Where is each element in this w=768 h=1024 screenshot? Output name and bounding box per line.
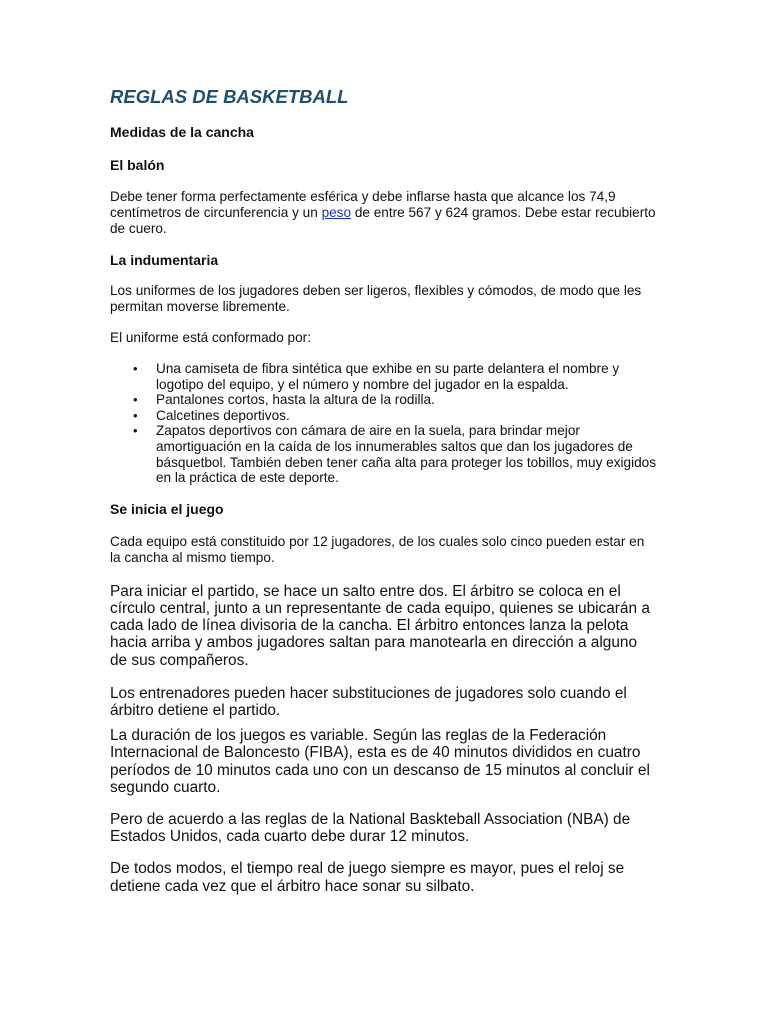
document-title: REGLAS DE BASKETBALL bbox=[110, 86, 349, 107]
paragraph-game-4: La duración de los juegos es variable. Según las reglas de la Federación Internacional de Baloncesto (FIBA), esta es de 40 minutos divididos en cuatro períodos de 10 minutos cada uno con un descanso de 15 minutos al concluir el segundo cuarto. bbox=[110, 727, 650, 796]
list-item-text: Zapatos deportivos con cámara de aire en la suela, para brindar mejor amortiguación en la caída de los innumerables saltos que dan los jugadores de básquetbol. También deben tener caña alta para proteger los tobillos, muy exigidos en la práctica de este deporte. bbox=[156, 423, 657, 486]
heading-game-start: Se inicia el juego bbox=[110, 500, 224, 517]
heading-uniform: La indumentaria bbox=[110, 252, 219, 268]
paragraph-ball bbox=[110, 189, 658, 237]
list-item-text: Pantalones cortos, hasta la altura de la rodilla. bbox=[156, 392, 435, 408]
list-item bbox=[133, 423, 658, 486]
peso-link[interactable]: peso bbox=[321, 205, 352, 220]
list-item bbox=[133, 361, 658, 392]
list-item bbox=[133, 407, 658, 424]
bullet-icon: • bbox=[133, 407, 138, 423]
ball-text-before: Debe tener forma perfectamente esférica y debe inflarse hasta que alcance los 74,9 centímetros de circunferencia y un bbox=[110, 189, 616, 220]
bullet-icon: • bbox=[133, 361, 138, 376]
paragraph-uniform: Los uniformes de los jugadores deben ser ligeros, flexibles y cómodos, de modo que les permitan moverse libremente. bbox=[110, 283, 642, 314]
paragraph-game-3: Los entrenadores pueden hacer substituciones de jugadores solo cuando el árbitro detiene el partido. bbox=[110, 684, 627, 719]
paragraph-game-6: De todos modos, el tiempo real de juego siempre es mayor, pues el reloj se detiene cada vez que el árbitro hace sonar su silbato. bbox=[110, 860, 625, 895]
list-item-text: Calcetines deportivos. bbox=[156, 407, 290, 423]
heading-court-measures: Medidas de la cancha bbox=[110, 124, 254, 140]
paragraph-game-2: Para iniciar el partido, se hace un salto entre dos. El árbitro se coloca en el círculo central, junto a un representante de cada equipo, quienes se ubicarán a cada lado de línea divisoria de la cancha. El árbitro entonces lanza la pelota hacia arriba y ambos jugadores saltan para manotearla en dirección a alguno de sus compañeros. bbox=[110, 582, 650, 669]
paragraph-game-5: Pero de acuerdo a las reglas de la National Baskteball Association (NBA) de Estados Unidos, cada cuarto debe durar 12 minutos. bbox=[110, 810, 631, 846]
list-item-text: Una camiseta de fibra sintética que exhibe en su parte delantera el nombre y logotipo del equipo, y el número y nombre del jugador en la espalda. bbox=[156, 361, 620, 392]
uniform-list bbox=[110, 361, 658, 486]
bullet-icon: • bbox=[133, 423, 138, 439]
paragraph-uniform-intro: El uniforme está conformado por: bbox=[110, 330, 311, 345]
paragraph-game-1: Cada equipo está constituido por 12 jugadores, de los cuales solo cinco pueden estar en la cancha al mismo tiempo. bbox=[110, 533, 645, 565]
ball-text-after: de entre 567 y 624 gramos. Debe estar recubierto de cuero. bbox=[110, 205, 656, 236]
document-page bbox=[110, 86, 658, 895]
bullet-icon: • bbox=[133, 392, 138, 408]
list-item bbox=[133, 392, 658, 408]
heading-ball: El balón bbox=[110, 157, 165, 173]
